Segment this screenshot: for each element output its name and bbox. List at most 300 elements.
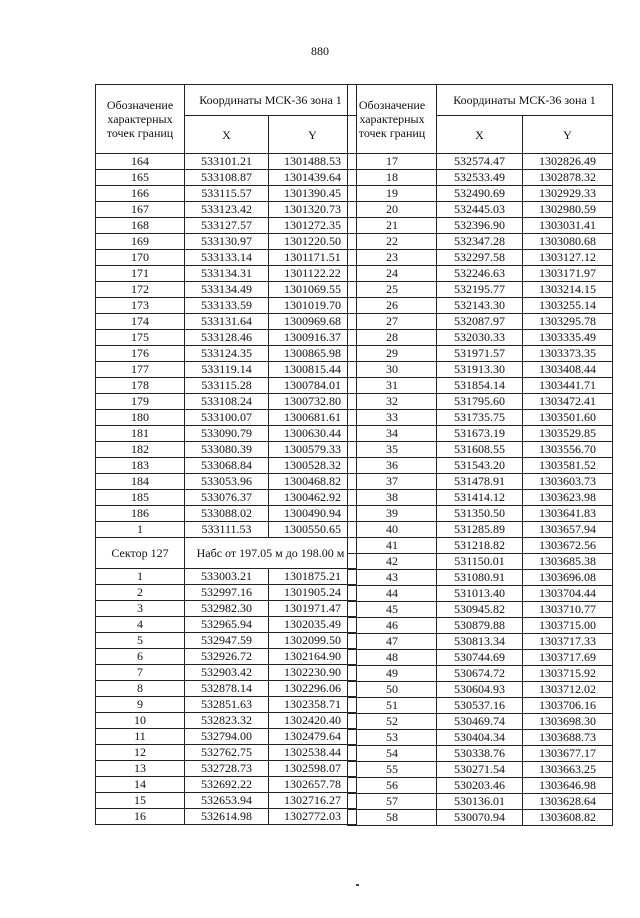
point-number-cell: 174 — [96, 314, 185, 330]
table-row — [348, 346, 613, 362]
x-coordinate-cell: 531218.82 — [437, 538, 523, 554]
y-coordinate-cell: 1300630.44 — [269, 426, 357, 442]
header-y: Y — [269, 116, 357, 154]
table-row — [348, 330, 613, 346]
x-coordinate-cell: 532997.16 — [185, 585, 269, 601]
x-coordinate-cell: 533108.24 — [185, 394, 269, 410]
header-row — [348, 85, 613, 116]
point-number-cell: 27 — [348, 314, 437, 330]
point-number-cell: 48 — [348, 650, 437, 666]
y-coordinate-cell: 1303710.77 — [523, 602, 613, 618]
table-row — [348, 474, 613, 490]
x-coordinate-cell: 532143.30 — [437, 298, 523, 314]
table-row — [348, 170, 613, 186]
table-row — [348, 234, 613, 250]
y-coordinate-cell: 1303715.92 — [523, 666, 613, 682]
point-number-cell: 56 — [348, 778, 437, 794]
x-coordinate-cell: 533124.35 — [185, 346, 269, 362]
point-number-cell: 37 — [348, 474, 437, 490]
y-coordinate-cell: 1303031.41 — [523, 218, 613, 234]
y-coordinate-cell: 1303657.94 — [523, 522, 613, 538]
y-coordinate-cell: 1303641.83 — [523, 506, 613, 522]
y-coordinate-cell: 1302716.27 — [269, 793, 357, 809]
y-coordinate-cell: 1302479.64 — [269, 729, 357, 745]
y-coordinate-cell: 1302099.50 — [269, 633, 357, 649]
point-number-cell: 180 — [96, 410, 185, 426]
y-coordinate-cell: 1303472.41 — [523, 394, 613, 410]
point-number-cell: 10 — [96, 713, 185, 729]
sector-elevation-note: Набс от 197.05 м до 198.00 м — [185, 538, 357, 569]
y-coordinate-cell: 1303441.71 — [523, 378, 613, 394]
table-row — [96, 777, 357, 793]
x-coordinate-cell: 533127.57 — [185, 218, 269, 234]
y-coordinate-cell: 1302929.33 — [523, 186, 613, 202]
point-number-cell: 3 — [96, 601, 185, 617]
point-number-cell: 19 — [348, 186, 437, 202]
table-row — [348, 506, 613, 522]
y-coordinate-cell: 1303646.98 — [523, 778, 613, 794]
y-coordinate-cell: 1303255.14 — [523, 298, 613, 314]
table-row — [96, 681, 357, 697]
y-coordinate-cell: 1302772.03 — [269, 809, 357, 825]
table-row — [96, 665, 357, 681]
table-row — [348, 586, 613, 602]
table-row — [348, 490, 613, 506]
point-number-cell: 57 — [348, 794, 437, 810]
table-row — [348, 618, 613, 634]
point-number-cell: 14 — [96, 777, 185, 793]
header-y: Y — [523, 116, 613, 154]
table-row — [348, 682, 613, 698]
point-number-cell: 32 — [348, 394, 437, 410]
point-number-cell: 58 — [348, 810, 437, 826]
table-row — [96, 713, 357, 729]
table-row — [96, 250, 357, 266]
y-coordinate-cell: 1303715.00 — [523, 618, 613, 634]
table-row — [96, 569, 357, 585]
table-row — [348, 794, 613, 810]
y-coordinate-cell: 1300784.01 — [269, 378, 357, 394]
table-row — [96, 186, 357, 202]
point-number-cell: 23 — [348, 250, 437, 266]
point-number-cell: 26 — [348, 298, 437, 314]
y-coordinate-cell: 1300462.92 — [269, 490, 357, 506]
point-number-cell: 6 — [96, 649, 185, 665]
table-row — [348, 314, 613, 330]
x-coordinate-cell: 531673.19 — [437, 426, 523, 442]
table-row — [96, 362, 357, 378]
point-number-cell: 164 — [96, 154, 185, 170]
table-row — [96, 522, 357, 538]
table-row — [348, 458, 613, 474]
point-number-cell: 28 — [348, 330, 437, 346]
y-coordinate-cell: 1301875.21 — [269, 569, 357, 585]
x-coordinate-cell: 531414.12 — [437, 490, 523, 506]
x-coordinate-cell: 533128.46 — [185, 330, 269, 346]
point-number-cell: 54 — [348, 746, 437, 762]
y-coordinate-cell: 1303706.16 — [523, 698, 613, 714]
table-body — [96, 85, 357, 825]
y-coordinate-cell: 1300815.44 — [269, 362, 357, 378]
y-coordinate-cell: 1301439.64 — [269, 170, 357, 186]
y-coordinate-cell: 1303677.17 — [523, 746, 613, 762]
x-coordinate-cell: 531350.50 — [437, 506, 523, 522]
table-row — [348, 666, 613, 682]
table-row — [96, 202, 357, 218]
point-number-cell: 183 — [96, 458, 185, 474]
y-coordinate-cell: 1302164.90 — [269, 649, 357, 665]
x-coordinate-cell: 530744.69 — [437, 650, 523, 666]
table-row — [348, 298, 613, 314]
point-number-cell: 29 — [348, 346, 437, 362]
table-row — [96, 154, 357, 170]
x-coordinate-cell: 533115.28 — [185, 378, 269, 394]
point-number-cell: 176 — [96, 346, 185, 362]
x-coordinate-cell: 530674.72 — [437, 666, 523, 682]
point-number-cell: 50 — [348, 682, 437, 698]
x-coordinate-cell: 533090.79 — [185, 426, 269, 442]
y-coordinate-cell: 1302826.49 — [523, 154, 613, 170]
point-number-cell: 33 — [348, 410, 437, 426]
x-coordinate-cell: 530404.34 — [437, 730, 523, 746]
x-coordinate-cell: 533119.14 — [185, 362, 269, 378]
y-coordinate-cell: 1303704.44 — [523, 586, 613, 602]
point-number-cell: 24 — [348, 266, 437, 282]
point-number-cell: 5 — [96, 633, 185, 649]
scan-artifact — [356, 884, 359, 886]
header-x: X — [437, 116, 523, 154]
x-coordinate-cell: 532728.73 — [185, 761, 269, 777]
point-number-cell: 42 — [348, 554, 437, 570]
table-row — [348, 698, 613, 714]
x-coordinate-cell: 533108.87 — [185, 170, 269, 186]
y-coordinate-cell: 1303663.25 — [523, 762, 613, 778]
table-row — [348, 746, 613, 762]
point-number-cell: 12 — [96, 745, 185, 761]
x-coordinate-cell: 532614.98 — [185, 809, 269, 825]
y-coordinate-cell: 1301390.45 — [269, 186, 357, 202]
table-row — [348, 442, 613, 458]
y-coordinate-cell: 1303408.44 — [523, 362, 613, 378]
x-coordinate-cell: 533134.31 — [185, 266, 269, 282]
x-coordinate-cell: 532692.22 — [185, 777, 269, 793]
table-row — [348, 570, 613, 586]
table-row — [348, 426, 613, 442]
x-coordinate-cell: 532396.90 — [437, 218, 523, 234]
x-coordinate-cell: 532823.32 — [185, 713, 269, 729]
x-coordinate-cell: 532794.00 — [185, 729, 269, 745]
table-row — [96, 617, 357, 633]
point-number-cell: 36 — [348, 458, 437, 474]
point-number-cell: 175 — [96, 330, 185, 346]
point-number-cell: 53 — [348, 730, 437, 746]
point-number-cell: 47 — [348, 634, 437, 650]
x-coordinate-cell: 531285.89 — [437, 522, 523, 538]
point-number-cell: 2 — [96, 585, 185, 601]
point-number-cell: 55 — [348, 762, 437, 778]
point-number-cell: 34 — [348, 426, 437, 442]
y-coordinate-cell: 1303335.49 — [523, 330, 613, 346]
table-row — [96, 697, 357, 713]
table-row — [96, 490, 357, 506]
y-coordinate-cell: 1301320.73 — [269, 202, 357, 218]
x-coordinate-cell: 530879.88 — [437, 618, 523, 634]
x-coordinate-cell: 533133.14 — [185, 250, 269, 266]
x-coordinate-cell: 530271.54 — [437, 762, 523, 778]
point-number-cell: 170 — [96, 250, 185, 266]
table-row — [348, 378, 613, 394]
table-row — [96, 218, 357, 234]
y-coordinate-cell: 1303608.82 — [523, 810, 613, 826]
y-coordinate-cell: 1302035.49 — [269, 617, 357, 633]
point-number-cell: 25 — [348, 282, 437, 298]
x-coordinate-cell: 530604.93 — [437, 682, 523, 698]
table-row — [348, 602, 613, 618]
y-coordinate-cell: 1303295.78 — [523, 314, 613, 330]
y-coordinate-cell: 1303672.56 — [523, 538, 613, 554]
x-coordinate-cell: 532533.49 — [437, 170, 523, 186]
x-coordinate-cell: 533076.37 — [185, 490, 269, 506]
y-coordinate-cell: 1302538.44 — [269, 745, 357, 761]
y-coordinate-cell: 1301220.50 — [269, 234, 357, 250]
x-coordinate-cell: 531971.57 — [437, 346, 523, 362]
x-coordinate-cell: 530136.01 — [437, 794, 523, 810]
x-coordinate-cell: 531735.75 — [437, 410, 523, 426]
point-number-cell: 39 — [348, 506, 437, 522]
table-row — [96, 394, 357, 410]
y-coordinate-cell: 1303603.73 — [523, 474, 613, 490]
x-coordinate-cell: 533053.96 — [185, 474, 269, 490]
table-row — [96, 234, 357, 250]
y-coordinate-cell: 1303581.52 — [523, 458, 613, 474]
point-number-cell: 178 — [96, 378, 185, 394]
point-number-cell: 167 — [96, 202, 185, 218]
table-row — [96, 633, 357, 649]
table-row — [348, 762, 613, 778]
table-row — [96, 442, 357, 458]
x-coordinate-cell: 533088.02 — [185, 506, 269, 522]
y-coordinate-cell: 1302980.59 — [523, 202, 613, 218]
point-number-cell: 21 — [348, 218, 437, 234]
table-row — [96, 585, 357, 601]
table-row — [96, 506, 357, 522]
x-coordinate-cell: 532878.14 — [185, 681, 269, 697]
y-coordinate-cell: 1300681.61 — [269, 410, 357, 426]
header-row — [96, 85, 357, 116]
x-coordinate-cell: 533100.07 — [185, 410, 269, 426]
table-row — [96, 170, 357, 186]
table-row — [96, 346, 357, 362]
y-coordinate-cell: 1301069.55 — [269, 282, 357, 298]
point-number-cell: 11 — [96, 729, 185, 745]
y-coordinate-cell: 1300916.37 — [269, 330, 357, 346]
x-coordinate-cell: 532926.72 — [185, 649, 269, 665]
point-number-cell: 46 — [348, 618, 437, 634]
y-coordinate-cell: 1302230.90 — [269, 665, 357, 681]
table-row — [348, 250, 613, 266]
table-row — [96, 330, 357, 346]
y-coordinate-cell: 1303529.85 — [523, 426, 613, 442]
x-coordinate-cell: 532762.75 — [185, 745, 269, 761]
point-number-cell: 166 — [96, 186, 185, 202]
x-coordinate-cell: 533123.42 — [185, 202, 269, 218]
table-row — [348, 266, 613, 282]
y-coordinate-cell: 1301905.24 — [269, 585, 357, 601]
point-number-cell: 181 — [96, 426, 185, 442]
point-number-cell: 35 — [348, 442, 437, 458]
y-coordinate-cell: 1301971.47 — [269, 601, 357, 617]
y-coordinate-cell: 1303717.69 — [523, 650, 613, 666]
table-row — [348, 810, 613, 826]
y-coordinate-cell: 1302598.07 — [269, 761, 357, 777]
x-coordinate-cell: 530070.94 — [437, 810, 523, 826]
x-coordinate-cell: 530813.34 — [437, 634, 523, 650]
point-number-cell: 7 — [96, 665, 185, 681]
table-row — [348, 554, 613, 570]
table-row — [348, 650, 613, 666]
point-number-cell: 52 — [348, 714, 437, 730]
table-row — [348, 186, 613, 202]
point-number-cell: 49 — [348, 666, 437, 682]
x-coordinate-cell: 532445.03 — [437, 202, 523, 218]
y-coordinate-cell: 1303501.60 — [523, 410, 613, 426]
y-coordinate-cell: 1303628.64 — [523, 794, 613, 810]
x-coordinate-cell: 532903.42 — [185, 665, 269, 681]
point-number-cell: 171 — [96, 266, 185, 282]
x-coordinate-cell: 531013.40 — [437, 586, 523, 602]
header-point-designation: Обозначение характерных точек границ — [96, 85, 185, 154]
x-coordinate-cell: 532490.69 — [437, 186, 523, 202]
table-row — [96, 474, 357, 490]
x-coordinate-cell: 532347.28 — [437, 234, 523, 250]
x-coordinate-cell: 533131.64 — [185, 314, 269, 330]
page-number: 880 — [311, 44, 329, 58]
y-coordinate-cell: 1302420.40 — [269, 713, 357, 729]
point-number-cell: 45 — [348, 602, 437, 618]
x-coordinate-cell: 532947.59 — [185, 633, 269, 649]
y-coordinate-cell: 1301019.70 — [269, 298, 357, 314]
y-coordinate-cell: 1301171.51 — [269, 250, 357, 266]
x-coordinate-cell: 530338.76 — [437, 746, 523, 762]
table-row — [348, 634, 613, 650]
table-row — [348, 154, 613, 170]
x-coordinate-cell: 531608.55 — [437, 442, 523, 458]
y-coordinate-cell: 1300579.33 — [269, 442, 357, 458]
x-coordinate-cell: 532574.47 — [437, 154, 523, 170]
point-number-cell: 184 — [96, 474, 185, 490]
point-number-cell: 30 — [348, 362, 437, 378]
point-number-cell: 8 — [96, 681, 185, 697]
coordinates-table-right — [347, 84, 613, 826]
point-number-cell: 9 — [96, 697, 185, 713]
point-number-cell: 1 — [96, 522, 185, 538]
y-coordinate-cell: 1303717.33 — [523, 634, 613, 650]
y-coordinate-cell: 1300865.98 — [269, 346, 357, 362]
sector-label: Сектор 127 — [96, 538, 185, 569]
x-coordinate-cell: 533003.21 — [185, 569, 269, 585]
y-coordinate-cell: 1300490.94 — [269, 506, 357, 522]
table-row — [348, 778, 613, 794]
y-coordinate-cell: 1303685.38 — [523, 554, 613, 570]
y-coordinate-cell: 1302657.78 — [269, 777, 357, 793]
point-number-cell: 186 — [96, 506, 185, 522]
x-coordinate-cell: 532246.63 — [437, 266, 523, 282]
table-row — [348, 282, 613, 298]
x-coordinate-cell: 531478.91 — [437, 474, 523, 490]
x-coordinate-cell: 531080.91 — [437, 570, 523, 586]
y-coordinate-cell: 1303214.15 — [523, 282, 613, 298]
y-coordinate-cell: 1303171.97 — [523, 266, 613, 282]
point-number-cell: 38 — [348, 490, 437, 506]
y-coordinate-cell: 1300468.82 — [269, 474, 357, 490]
coordinates-table-left — [95, 84, 357, 825]
table-row — [96, 282, 357, 298]
x-coordinate-cell: 530537.16 — [437, 698, 523, 714]
table-row — [96, 761, 357, 777]
y-coordinate-cell: 1301122.22 — [269, 266, 357, 282]
y-coordinate-cell: 1303698.30 — [523, 714, 613, 730]
point-number-cell: 185 — [96, 490, 185, 506]
table-row — [96, 426, 357, 442]
table-row — [348, 410, 613, 426]
point-number-cell: 20 — [348, 202, 437, 218]
y-coordinate-cell: 1302296.06 — [269, 681, 357, 697]
x-coordinate-cell: 530203.46 — [437, 778, 523, 794]
header-coordinates: Координаты МСК-36 зона 1 — [185, 85, 357, 116]
point-number-cell: 172 — [96, 282, 185, 298]
header-x: X — [185, 116, 269, 154]
point-number-cell: 13 — [96, 761, 185, 777]
point-number-cell: 1 — [96, 569, 185, 585]
y-coordinate-cell: 1303080.68 — [523, 234, 613, 250]
table-row — [96, 729, 357, 745]
point-number-cell: 165 — [96, 170, 185, 186]
point-number-cell: 182 — [96, 442, 185, 458]
header-point-designation: Обозначение характерных точек границ — [348, 85, 437, 154]
table-body — [348, 85, 613, 826]
point-number-cell: 31 — [348, 378, 437, 394]
table-row — [348, 714, 613, 730]
y-coordinate-cell: 1303712.02 — [523, 682, 613, 698]
point-number-cell: 4 — [96, 617, 185, 633]
point-number-cell: 17 — [348, 154, 437, 170]
header-coordinates: Координаты МСК-36 зона 1 — [437, 85, 613, 116]
table-row — [348, 538, 613, 554]
x-coordinate-cell: 533111.53 — [185, 522, 269, 538]
x-coordinate-cell: 532851.63 — [185, 697, 269, 713]
table-row — [96, 793, 357, 809]
table-row — [96, 745, 357, 761]
y-coordinate-cell: 1300969.68 — [269, 314, 357, 330]
y-coordinate-cell: 1303688.73 — [523, 730, 613, 746]
x-coordinate-cell: 532195.77 — [437, 282, 523, 298]
point-number-cell: 44 — [348, 586, 437, 602]
table-row — [96, 649, 357, 665]
table-row — [348, 394, 613, 410]
table-row — [96, 410, 357, 426]
table-row — [348, 202, 613, 218]
x-coordinate-cell: 532653.94 — [185, 793, 269, 809]
x-coordinate-cell: 533068.84 — [185, 458, 269, 474]
table-row — [96, 458, 357, 474]
y-coordinate-cell: 1303696.08 — [523, 570, 613, 586]
y-coordinate-cell: 1300528.32 — [269, 458, 357, 474]
table-row — [96, 378, 357, 394]
table-row — [96, 809, 357, 825]
y-coordinate-cell: 1301488.53 — [269, 154, 357, 170]
table-row — [96, 266, 357, 282]
y-coordinate-cell: 1300732.80 — [269, 394, 357, 410]
